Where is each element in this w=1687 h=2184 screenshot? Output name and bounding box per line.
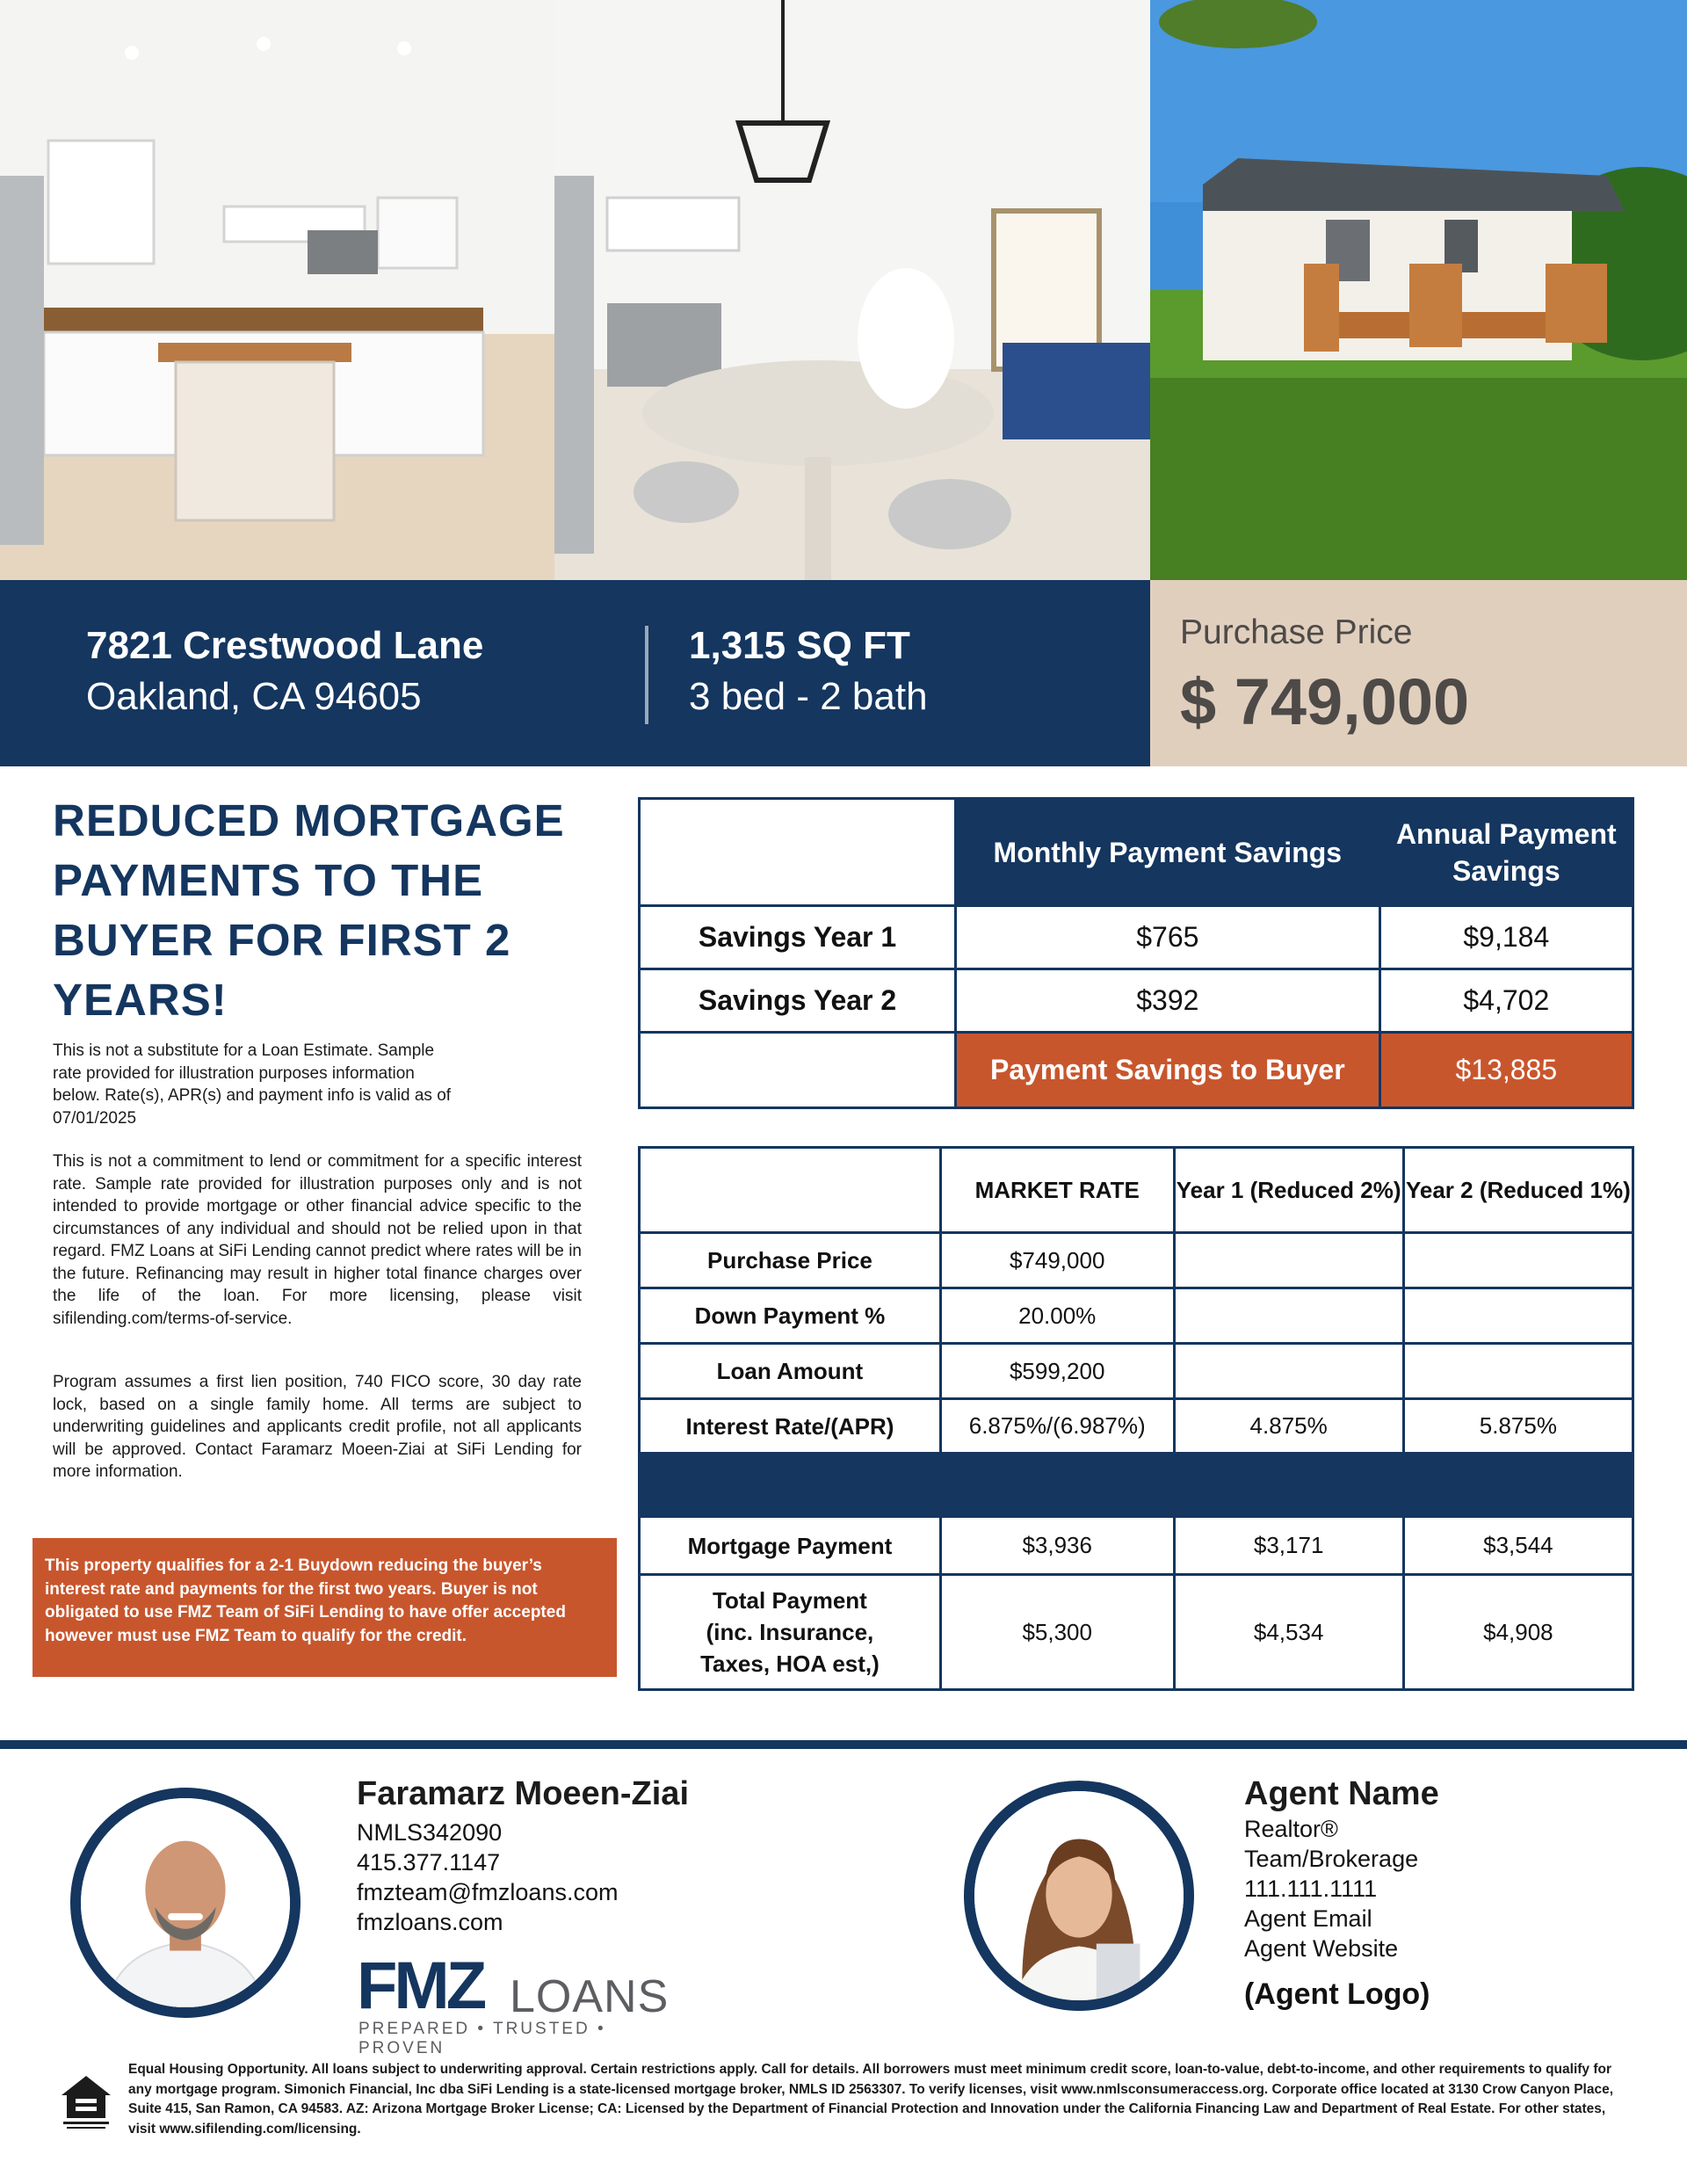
market-rate-header: MARKET RATE [940, 1148, 1174, 1233]
total-year1: $4,534 [1174, 1575, 1403, 1690]
disclaimer-commitment: This is not a commitment to lend or commitment for a specific interest rate. Sample rate provided for illustration purposes only and is not intended to provide mortgage or other financial advice specific to the circumstances of any individual and should not be relied upon in that regard. FMZ Loans at SiFi Lending cannot predict where rates will be in the future. Refinancing may result in higher total finance charges over the life of the loan. For more licensing, please visit sifilending.com/terms-of-service. [53, 1152, 582, 1328]
year2-value [1403, 1233, 1633, 1288]
monthly-savings-header: Monthly Payment Savings [956, 799, 1380, 906]
total-year2: $4,908 [1403, 1575, 1633, 1690]
year2-header: Year 2 (Reduced 1%) [1403, 1148, 1633, 1233]
agent-brokerage: Team/Brokerage [1244, 1846, 1419, 1872]
market-value: $599,200 [940, 1344, 1174, 1399]
photo-strip [0, 0, 1687, 580]
loan-officer-phone[interactable]: 415.377.1147 [357, 1849, 501, 1876]
loan-officer-name: Faramarz Moeen-Ziai [357, 1775, 689, 1812]
headline: REDUCED MORTGAGE PAYMENTS TO THE BUYER FOR FIRST 2 YEARS! [53, 795, 565, 1025]
price-box [1150, 580, 1687, 766]
fmz-logo-word: LOANS [510, 1971, 670, 2022]
agent-logo-placeholder: (Agent Logo) [1244, 1977, 1430, 2011]
total-payment-line: (inc. Insurance, [706, 1619, 874, 1645]
year1-header: Year 1 (Reduced 2%) [1174, 1148, 1403, 1233]
square-footage: 1,315 SQ FT [689, 624, 910, 667]
price-value: $ 749,000 [1180, 665, 1470, 738]
year1-value [1174, 1344, 1403, 1399]
savings-row-label: Savings Year 2 [640, 969, 956, 1033]
monthly-savings-value: $765 [956, 906, 1380, 969]
mortgage-payment-label: Mortgage Payment [640, 1517, 941, 1575]
market-value: 20.00% [940, 1288, 1174, 1344]
mortgage-market: $3,936 [940, 1517, 1174, 1575]
agent-name: Agent Name [1244, 1775, 1439, 1812]
market-value: $749,000 [940, 1233, 1174, 1288]
buydown-callout: This property qualifies for a 2-1 Buydown reducing the buyer’s interest rate and payments for the first two years. Buyer is not obligated to use FMZ Team of SiFi Lending to have offer accepted however must use FMZ Team to qualify for the credit. [33, 1538, 617, 1677]
savings-row-label: Savings Year 1 [640, 906, 956, 969]
street-address: 7821 Crestwood Lane [86, 624, 484, 667]
agent-title: Realtor® [1244, 1816, 1338, 1842]
rates-row-label: Down Payment % [640, 1288, 941, 1344]
total-payment-line: Total Payment [713, 1587, 867, 1614]
backyard-photo [1150, 0, 1687, 580]
city-line: Oakland, CA 94605 [86, 675, 422, 718]
annual-savings-value: $9,184 [1379, 906, 1633, 969]
rates-row-label: Interest Rate/(APR) [640, 1399, 941, 1454]
legal-disclosure: Equal Housing Opportunity. All loans subject to underwriting approval. Certain restrictions apply. Call for details. All borrowers must meet minimum credit score, loan-to-value, debt-to-income, and other requirements to qualify for any mortgage program. Simonich Financial, Inc dba SiFi Lending is a state-licensed mortgage broker, NMLS ID 2563307. To verify licenses, visit www.nmlsconsumeraccess.org. Corporate office located at 3130 Crow Canyon Place, Suite 415, San Ramon, CA 94583. AZ: Arizona Mortgage Broker License; CA: Licensed by the Department of Financial Protection and Innovation under the California Financing Law and Department of Real Estate. For other states, visit www.sifilending.com/licensing. [128, 2062, 1614, 2137]
year2-value: 5.875% [1403, 1399, 1633, 1454]
agent-email[interactable]: Agent Email [1244, 1905, 1372, 1932]
annual-savings-header: Annual Payment Savings [1379, 799, 1633, 906]
fmz-logo-mark: FMZ [357, 1948, 484, 2023]
savings-total-label: Payment Savings to Buyer [956, 1033, 1380, 1108]
year2-value [1403, 1344, 1633, 1399]
equal-housing-icon [60, 2074, 112, 2130]
property-info-band [0, 580, 1150, 766]
footer-rule [0, 1740, 1687, 1749]
agent-website[interactable]: Agent Website [1244, 1935, 1399, 1962]
agent-avatar [964, 1781, 1194, 2011]
total-market: $5,300 [940, 1575, 1174, 1690]
agent-phone[interactable]: 111.111.1111 [1244, 1876, 1378, 1902]
monthly-savings-value: $392 [956, 969, 1380, 1033]
mortgage-year2: $3,544 [1403, 1517, 1633, 1575]
loan-officer-avatar [70, 1788, 300, 2018]
year1-value [1174, 1233, 1403, 1288]
band-divider [645, 626, 648, 724]
loan-officer-website[interactable]: fmzloans.com [357, 1909, 503, 1935]
year2-value [1403, 1288, 1633, 1344]
loan-officer-email[interactable]: fmzteam@fmzloans.com [357, 1879, 619, 1905]
price-label: Purchase Price [1180, 613, 1413, 651]
rates-row-label: Purchase Price [640, 1233, 941, 1288]
disclaimer-program: Program assumes a first lien position, 740 FICO score, 30 day rate lock, based on a single family home. All terms are subject to underwriting guidelines and applicants credit profile, not all applicants will be approved. Contact Faramarz Moeen-Ziai at SiFi Lending for more information. [53, 1373, 582, 1481]
market-value: 6.875%/(6.987%) [940, 1399, 1174, 1454]
year1-value [1174, 1288, 1403, 1344]
fmz-logo-tagline: PREPARED • TRUSTED • PROVEN [358, 2020, 606, 2057]
total-payment-label [640, 1575, 941, 1690]
annual-savings-value: $4,702 [1379, 969, 1633, 1033]
rates-table [638, 1146, 1634, 1691]
dining-photo [554, 0, 1150, 580]
savings-table [638, 797, 1634, 1109]
total-payment-line: Taxes, HOA est,) [700, 1651, 880, 1677]
beds-baths: 3 bed - 2 bath [689, 675, 928, 718]
savings-total-blank [640, 1033, 956, 1108]
rates-row-label: Loan Amount [640, 1344, 941, 1399]
rates-corner-cell [640, 1148, 941, 1233]
disclaimer-estimate: This is not a substitute for a Loan Estimate. Sample rate provided for illustration purposes information below. Rate(s), APR(s) and payment info is valid as of 07/01/2025 [53, 1041, 452, 1128]
mortgage-year1: $3,171 [1174, 1517, 1403, 1575]
savings-corner-cell [640, 799, 956, 906]
fmz-loans-logo [357, 1948, 691, 2057]
kitchen-photo [0, 0, 554, 580]
savings-total-value: $13,885 [1379, 1033, 1633, 1108]
year1-value: 4.875% [1174, 1399, 1403, 1454]
loan-officer-nmls: NMLS342090 [357, 1819, 503, 1846]
rates-divider-row [640, 1454, 1633, 1517]
